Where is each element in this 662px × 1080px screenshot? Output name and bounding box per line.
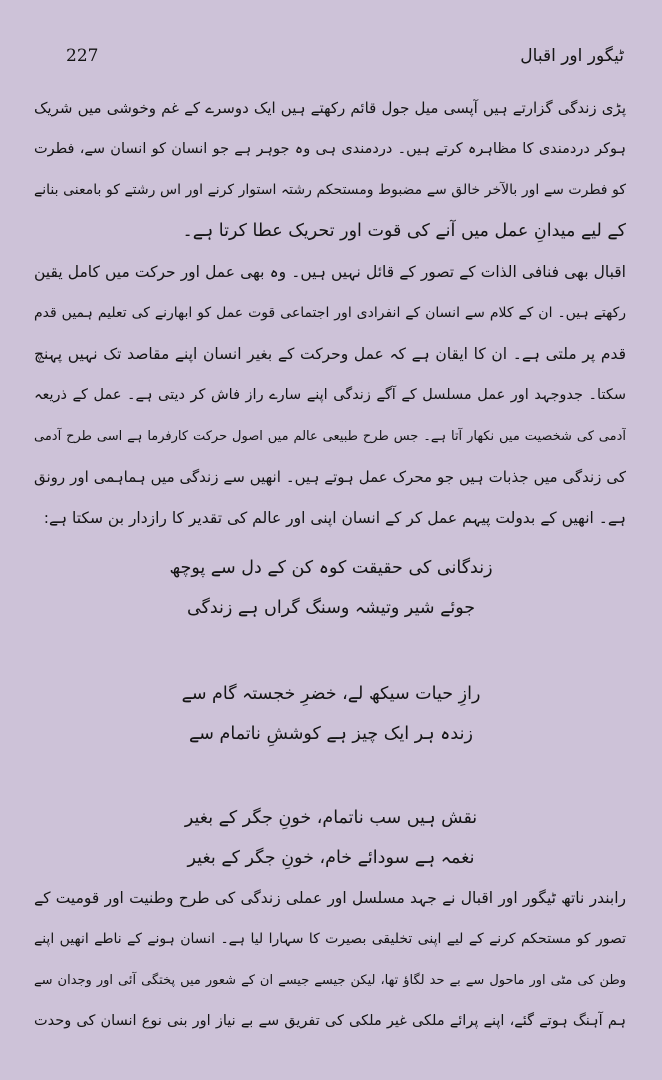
paragraph-1 [34,88,626,252]
text-line: کی زندگی میں جذبات ہیں جو محرک عمل ہوتے ہیں۔ انھیں سے زندگی میں ہماہمی اور رونق [34,468,626,486]
text-line: رکھتے ہیں۔ ان کے کلام سے انسان کے انفرادی اور اجتماعی قوت عمل کو ابھارنے کی تعلیم ہمیں قدم [34,305,626,321]
text-line: وطن کی مٹی اور ماحول سے بے حد لگاؤ تھا، لیکن جیسے جیسے ان کے شعور میں پختگی آئی اور وجدان سے [34,973,626,988]
verse-line: زندہ ہر ایک چیز ہے کوششِ ناتمام سے [189,724,473,744]
text-line: رابندر ناتھ ٹیگور اور اقبال نے جہد مسلسل اور عملی زندگی کی طرح وطنیت اور قومیت کے [34,889,626,907]
text-line: سکتا۔ جدوجہد اور عمل مسلسل کے آگے زندگی اپنے سارے راز فاش کر دیتی ہے۔ عمل کے ذریعہ [34,387,626,403]
paragraph-3 [34,878,626,1042]
page-body [34,88,626,539]
page-number: 227 [66,46,99,66]
verse-couplet-1 [150,548,512,628]
text-line: کے لیے میدانِ عمل میں آنے کی قوت اور تحریک عطا کرتا ہے۔ [182,221,626,241]
text-line: آدمی کی شخصیت میں نکھار آتا ہے۔ جس طرح طبیعی عالم میں اصول حرکت کارفرما ہے اسی طرح آدمی [34,429,626,444]
verse-line: رازِ حیات سیکھ لے، خضرِ خجستہ گام سے [181,684,481,704]
text-line: تصور کو مستحکم کرنے کے لیے اپنی تخلیقی بصیرت کا سہارا لیا ہے۔ انسان ہونے کے ناطے انھیں اپنے [34,931,626,947]
text-line: ہوکر دردمندی کا مظاہرہ کرتے ہیں۔ دردمندی ہی وہ جوہر ہے جو انسان کو انسان سے، فطرت [34,141,626,157]
text-line: ہے۔ انھیں کے بدولت پیہم عمل کر کے انسان اپنی اور عالم کی تقدیر کا رازدار بن سکتا ہے: [43,509,626,527]
text-line: اقبال بھی فنافی الذات کے تصور کے قائل نہیں ہیں۔ وہ بھی عمل اور حرکت میں کامل یقین [34,263,626,281]
verse-line: نقش ہیں سب ناتمام، خونِ جگر کے بغیر [184,808,478,828]
text-line: کو فطرت سے اور بالآخر خالق سے مضبوط ومستحکم رشتہ استوار کرنے اور اس رشتے کو بامعنی بنانے [34,182,626,198]
verse-couplet-2 [150,674,512,754]
running-head: ٹیگور اور اقبال [520,46,624,66]
text-line: ہم آہنگ ہوتے گئے، اپنے پرائے ملکی غیر ملکی کی تفریق سے بے نیاز اور بنی نوع انسان کی وحدت [34,1013,626,1029]
verse-couplet-3 [150,798,512,878]
verse-line: جوئے شیر وتیشہ وسنگ گراں ہے زندگی [186,598,476,618]
verse-line: زندگانی کی حقیقت کوہ کن کے دل سے پوچھ [169,558,493,578]
verse-line: نغمہ ہے سودائے خام، خونِ جگر کے بغیر [187,848,475,868]
text-line: قدم پر ملتی ہے۔ ان کا ایقان ہے کہ عمل وحرکت کے بغیر انسان اپنے مقاصد تک نہیں پہنچ [34,345,626,363]
text-line: پڑی زندگی گزارتے ہیں آپسی میل جول قائم رکھتے ہیں ایک دوسرے کے غم وخوشی میں شریک [34,99,626,117]
paragraph-2 [34,252,626,539]
